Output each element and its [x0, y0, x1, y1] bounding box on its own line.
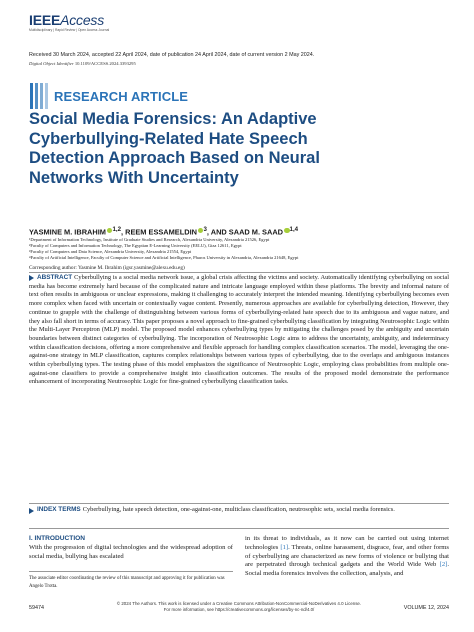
banner-stripe [30, 83, 33, 109]
section-heading: I. INTRODUCTION [29, 535, 86, 542]
abstract [29, 274, 449, 387]
license-link[interactable]: For more information, see https://creativecommons.org/licenses/by-nc-nd/4.0/ [163, 606, 315, 612]
doi-line: Digital Object Identifier 10.1109/ACCESS.2024.3393295 [29, 61, 136, 66]
banner-stripe [40, 83, 43, 109]
affiliations [29, 237, 449, 261]
column-left [29, 535, 233, 561]
citation-link[interactable]: [1] [280, 543, 289, 551]
banner-stripe [35, 83, 38, 109]
affiliation: ³Faculty of Computers and Data Science, Alexandria University, Alexandria 21554, Egypt [29, 249, 192, 255]
journal-logo: IEEEAccess [29, 12, 105, 28]
author-name: , REEM ESSAMELDIN [121, 227, 197, 237]
publication-dates: Received 30 March 2024, accepted 22 April 2024, date of publication 24 April 2024, date of current version 2 May 2024. [29, 52, 315, 58]
doi-link[interactable]: 10.1109/ACCESS.2024.3393295 [74, 61, 136, 66]
author-list: YASMINE M. IBRAHIM $^{1,2}$, REEM ESSAMELDIN $^3$, AND SAAD M. SAAD $^{1,4}$ [29, 226, 299, 237]
abstract-text: Cyberbullying is a social media network issue, a global crisis affecting the victims and society. Automatically identifying cyberbullying on social media has become extremely hard because of the complicated nature and intricate language employed within these platforms. The brevity and informal nature of text often results in ambiguous or unclear expressions, making it challenging to accurately interpret the intended meaning. Identifying cyberbullying becomes even more complex when faced with uncertain or contextually vague content. Presently, numerous approaches are available for cyberbullying detection, However, they continue to grapple with the challenge of distinguishing between various forms of cyberbullying-related hate speech due to its ambiguous and vague nature, and they also fall short in terms of accuracy. This paper proposes a novel approach to fine-grained cyberbullying classification by integrating Neutrosophic Logic within the Multi-Layer Perceptron (MLP) model. The proposed model enhances cyberbullying types by mitigating the challenges posed by the ambiguity and uncertain boundaries between distinct categories of cyberbullying. The incorporation of Neutrosophic Logic aims to address the uncertainty, ambiguity, and indeterminacy within classification decisions, offering a more comprehensive and flexible approach for handling complex classification scenarios. The model, leveraging the one-against-one strategy in MLP classification, captures complex relationships between various types of cyberbullying, due to the overlaps and ambiguous instances within cyberbullying types. The testing phase of this model emphasizes the significance of Neutrosophic Logic, employing class probabilities from multiple one-against-one classifiers to provide a comprehensive insight into classification outcomes. The results of the proposed model demonstrate the performance enhancement of incorporating Neutrosophic Logic for fine-grained cyberbullying classification tasks. [29, 274, 449, 386]
affiliation: ⁴Faculty of Artificial Intelligence, Faculty of Computer Science and Artificial Intelligence, Pharos University in Alexandria, Alexandria 21648, Egypt [29, 255, 299, 261]
index-terms-heading: INDEX TERMS [37, 506, 81, 513]
journal-header [29, 12, 109, 32]
index-terms [29, 506, 449, 515]
abstract-top-rule [29, 272, 449, 273]
license-notice: © 2024 The Authors. This work is licensed under a Creative Commons Attribution-NonCommercial-NoDerivatives 4.0 License. For more information, see https://creativecommons.org/licenses/by-nc-nd/4.0/ [29, 601, 449, 612]
affiliation: ¹Department of Information Technology, Institute of Graduate Studies and Research, Alexandria University, Alexandria 21526, Egypt [29, 237, 270, 242]
volume-label: VOLUME 12, 2024 [403, 605, 449, 611]
journal-tagline: Multidisciplinary | Rapid Review | Open Access Journal [29, 28, 110, 32]
index-terms-text: Cyberbullying, hate speech detection, one-against-one, multiclass classification, neutrosophic sets, social media forensics. [82, 506, 395, 513]
corresponding-author: Corresponding author: Yasmine M. Ibrahim (igsr.yasmine@alexu.edu.eg) [29, 265, 185, 271]
index-terms-bottom-rule [29, 528, 449, 529]
editor-footnote: The associate editor coordinating the review of this manuscript and approving it for publication was Angelo Trotta. [29, 571, 233, 590]
page-number: 59474 [29, 605, 44, 611]
abstract-heading: ABSTRACT [37, 274, 73, 281]
author-name: YASMINE M. IBRAHIM [29, 227, 106, 237]
citation-link[interactable]: [2] [439, 561, 448, 569]
paper-title: Social Media Forensics: An Adaptive Cyberbullying-Related Hate Speech Detection Approach Based on Neural Networks With Uncertainty [29, 110, 320, 187]
article-type-label: RESEARCH ARTICLE [54, 88, 189, 104]
author-name: , AND SAAD M. SAAD [206, 227, 284, 237]
article-type-banner [30, 82, 188, 110]
column-right: in its threat to individuals, as it now can be carried out using internet technologies [1]. Threats, online harassment, disgrace, fear, and other forms of cyberbullying are characterized as new forms of violence or bullying that are perpetrated through technical gadgets and the World Wide Web [2]. Social media forensics involves the collection, analysis, and [245, 535, 449, 578]
affiliation: ²Faculty of Computers and Information Technology, The Egyptian E-Learning University (EELU), Giza 12611, Egypt [29, 243, 242, 249]
index-terms-rule [29, 503, 449, 504]
intro-paragraph: With the progression of digital technologies and the widespread adoption of social media, bullying has escalated [29, 543, 233, 560]
banner-stripe [45, 83, 48, 109]
